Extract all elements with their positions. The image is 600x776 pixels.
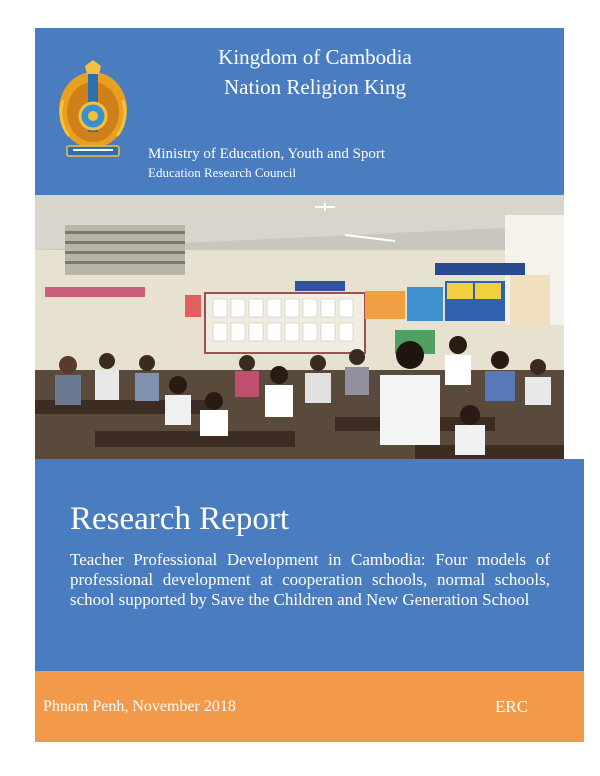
footer-band (35, 671, 584, 742)
header-band (35, 28, 564, 195)
national-motto: Nation Religion King (224, 75, 406, 99)
ministry-name: Ministry of Education, Youth and Sport (148, 146, 386, 162)
classroom-illustration (35, 195, 564, 459)
report-subtitle: Teacher Professional Development in Cambodia: Four models of professional development at cooperation schools, normal schools, school supported by Save the Children and New Generation School (70, 550, 550, 609)
royal-emblem-icon (55, 60, 131, 160)
place-date: Phnom Penh, November 2018 (43, 698, 236, 715)
report-title: Research Report (70, 501, 289, 537)
classroom-photo (35, 195, 564, 459)
council-name: Education Research Council (148, 165, 297, 180)
org-abbreviation: ERC (495, 697, 529, 716)
country-name: Kingdom of Cambodia (218, 45, 412, 69)
title-band (35, 459, 584, 671)
